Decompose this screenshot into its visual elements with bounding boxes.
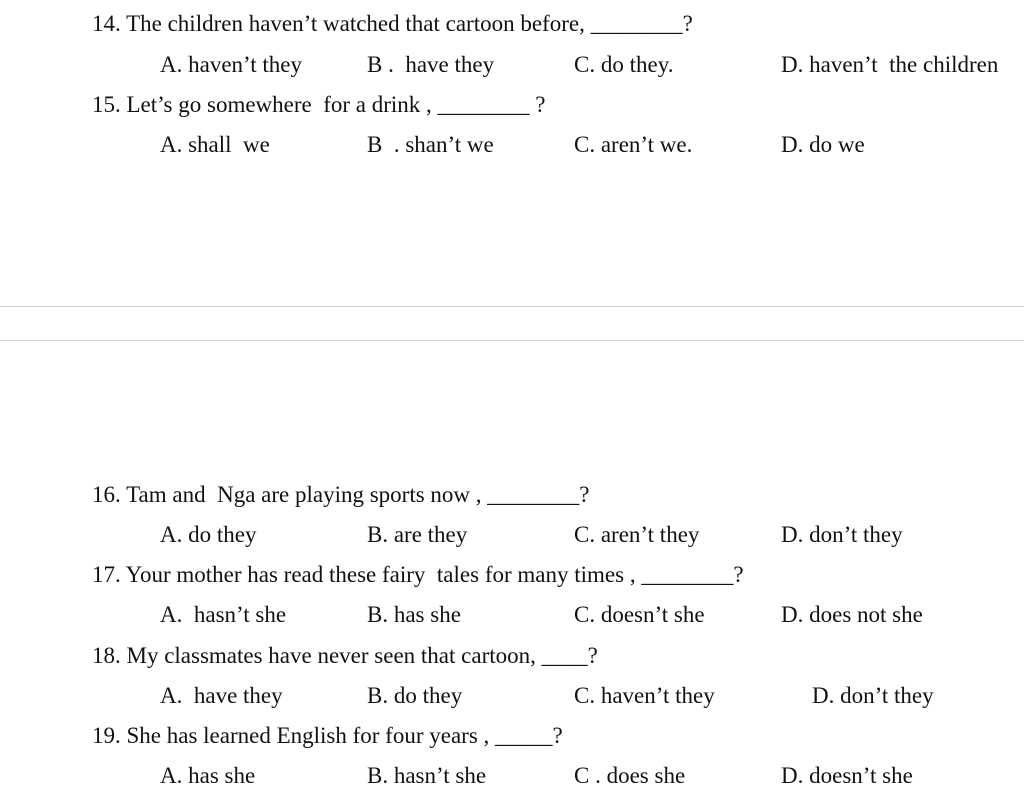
question-18: 18. My classmates have never seen that cartoon, ____? — [92, 643, 598, 668]
question-14-option-d: D. haven’t the children — [781, 52, 999, 77]
question-17-option-a: A. hasn’t she — [160, 602, 287, 627]
question-15-option-b: B . shan’t we — [367, 132, 494, 157]
question-14-option-b: B . have they — [367, 52, 495, 77]
question-16-option-d: D. don’t they — [781, 522, 903, 547]
question-15-option-c: C. aren’t we. — [574, 132, 693, 157]
question-15-option-a: A. shall we — [160, 132, 270, 157]
question-14-option-a: A. haven’t they — [160, 52, 303, 77]
question-16-option-c: C. aren’t they — [574, 522, 700, 547]
question-15-option-d: D. do we — [781, 132, 865, 157]
question-19-option-a: A. has she — [160, 763, 256, 788]
question-17-option-b: B. has she — [367, 602, 461, 627]
question-18-option-b: B. do they — [367, 683, 463, 708]
page-separator-bottom — [0, 340, 1024, 341]
question-17-option-c: C. doesn’t she — [574, 602, 705, 627]
question-19: 19. She has learned English for four years , _____? — [92, 723, 563, 748]
question-16: 16. Tam and Nga are playing sports now , ________? — [92, 482, 590, 507]
question-19-option-d: D. doesn’t she — [781, 763, 913, 788]
question-14-option-c: C. do they. — [574, 52, 674, 77]
question-17: 17. Your mother has read these fairy tales for many times , ________? — [92, 562, 744, 587]
question-19-option-b: B. hasn’t she — [367, 763, 487, 788]
question-18-option-a: A. have they — [160, 683, 283, 708]
page-separator-top — [0, 306, 1024, 307]
question-14: 14. The children haven’t watched that cartoon before, ________? — [92, 11, 693, 36]
question-18-option-d: D. don’t they — [812, 683, 934, 708]
question-19-option-c: C . does she — [574, 763, 686, 788]
question-18-option-c: C. haven’t they — [574, 683, 715, 708]
question-15: 15. Let’s go somewhere for a drink , ________ ? — [92, 92, 546, 117]
question-17-option-d: D. does not she — [781, 602, 923, 627]
question-16-option-a: A. do they — [160, 522, 257, 547]
question-16-option-b: B. are they — [367, 522, 468, 547]
